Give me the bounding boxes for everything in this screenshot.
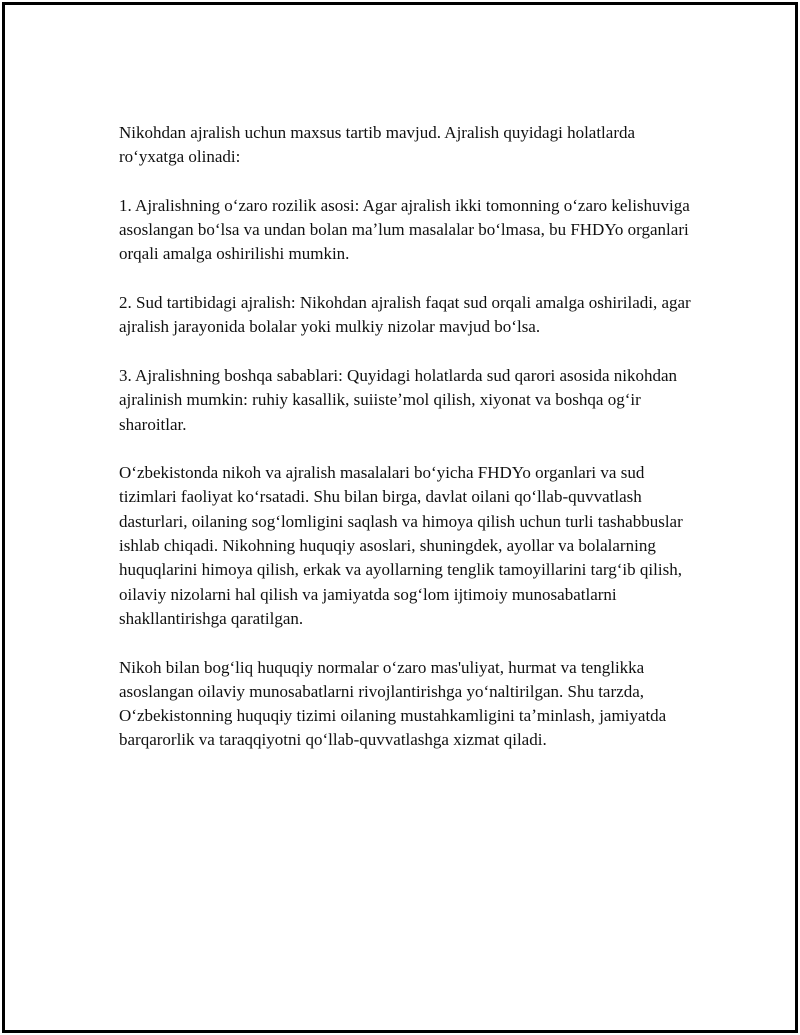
- paragraph-item-3: 3. Ajralishning boshqa sabablari: Quyidagi holatlarda sud qarori asosida nikohdan ajralinish mumkin: ruhiy kasallik, suiisteʼmol qilish, xiyonat va boshqa ogʻir sharoitlar.: [119, 365, 678, 434]
- paragraph-institutions: Oʻzbekistonda nikoh va ajralish masalalari boʻyicha FHDYo organlari va sud tizimlari faoliyat koʻrsatadi. Shu bilan birga, davlat oilani qoʻllab-quvvatlash dasturlari, oilaning sogʻlomligini saqlash va himoya qilish uchun turli tashabbuslar ishlab chiqadi. Nikohning huquqiy asoslari, shuningdek, ayollar va bolalarning huquqlarini himoya qilish, erkak va ayollarning tenglik tamoyillarini targʻib qilish, oilaviy nizolarni hal qilish va jamiyatda sogʻlom ijtimoiy munosabatlarni shakllantirishga qaratilgan.: [119, 463, 683, 628]
- paragraph-item-1: 1. Ajralishning oʻzaro rozilik asosi: Agar ajralish ikki tomonning oʻzaro kelishuviga asoslangan boʻlsa va undan bolan maʼlum masalalar boʻlmasa, bu FHDYo organlari orqali amalga oshirilishi mumkin.: [119, 195, 690, 264]
- page-frame: [2, 2, 798, 1033]
- paragraph-conclusion: Nikoh bilan bogʻliq huquqiy normalar oʻzaro mas'uliyat, hurmat va tenglikka asoslangan oilaviy munosabatlarni rivojlantirishga yoʻnaltirilgan. Shu tarzda, Oʻzbekistonning huquqiy tizimi oilaning mustahkamligini taʼminlash, jamiyatda barqarorlik va taraqqiyotni qoʻllab-quvvatlashga xizmat qiladi.: [119, 657, 667, 750]
- paragraph-intro: Nikohdan ajralish uchun maxsus tartib mavjud. Ajralish quyidagi holatlarda roʻyxatga olinadi:: [119, 123, 636, 167]
- document-body: [119, 121, 694, 753]
- paragraph-item-2: 2. Sud tartibidagi ajralish: Nikohdan ajralish faqat sud orqali amalga oshiriladi, agar ajralish jarayonida bolalar yoki mulkiy nizolar mavjud boʻlsa.: [119, 293, 691, 337]
